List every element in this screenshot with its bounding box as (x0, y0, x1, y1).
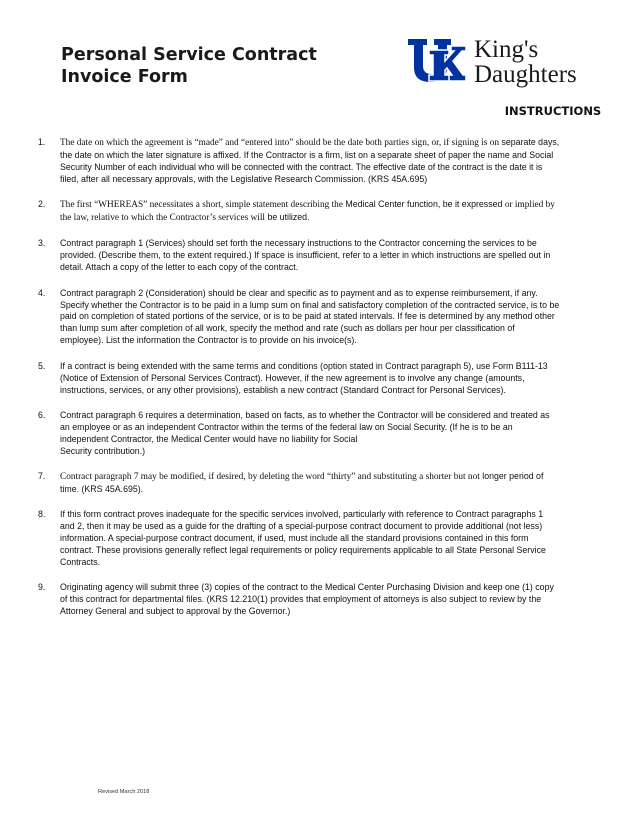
item-text: If this form contract proves inadequate for the specific services involved, particularly with reference to Contract paragraphs 1 and 2, then it may be used as a guide for the drafting of a special-purpose contract document to provide additional (not less) information. A special-purpose contract document, if used, must include all the standard provisions contained in this form contract. These provisions generally reflect legal requirements or policy requirements applicable to all State Personal Service Contracts. (60, 509, 546, 567)
instruction-item-8 (38, 509, 560, 569)
item-number: 8. (38, 509, 46, 520)
item-text: Originating agency will submit three (3) copies of the contract to the Medical Center Purchasing Division and keep one (1) copy of this contract for departmental files. (KRS 12.210(1) provides that employment of attorneys is also subject to review by the Attorney General and subject to approval by the Governor.) (60, 582, 554, 617)
instruction-item-1 (38, 137, 560, 186)
uk-logo-icon (405, 36, 467, 84)
item-text-serif: The first “WHEREAS” necessitates a short, simple statement describing the (60, 200, 343, 211)
item-number: 7. (38, 471, 46, 482)
logo-text-line-1: King's (474, 36, 539, 63)
item-text: longer period of time. (KRS 45A.695). (60, 471, 544, 494)
item-number: 6. (38, 409, 46, 420)
instruction-item-9 (38, 582, 560, 618)
revision-note: Revised March 2018 (98, 789, 150, 795)
instruction-item-2 (38, 199, 560, 225)
title-line-1: Personal Service Contract (61, 45, 317, 65)
item-text: Contract paragraph 1 (Services) should set forth the necessary instructions to the Contractor concerning the services to be provided. (Describe them, to the extent required.) If space is insufficient, refer to a letter in which instructions are spelled out in detail. Attach a copy of the letter to each copy of the contract. (60, 238, 551, 273)
instruction-item-5 (38, 361, 560, 397)
instruction-item-4 (38, 288, 560, 348)
item-text-serif: Contract paragraph 7 may be modified, if desired, by deleting the word “thirty” and substituting a shorter but not (60, 472, 480, 483)
instructions-heading-text: INSTRUCTIONS (504, 104, 602, 118)
logo-text-line-2: Daughters (474, 61, 577, 88)
item-text-2: Security contribution.) (60, 445, 146, 456)
item-number: 5. (38, 360, 46, 371)
item-text-serif: The date on which the agreement is “made” and “entered into” should be the date both parties sign, or, if signing is on (60, 138, 500, 148)
item-number: 4. (38, 287, 46, 298)
instructions-list (38, 137, 560, 632)
instruction-item-6 (38, 410, 560, 458)
item-number: 1. (38, 137, 46, 147)
item-text-serif-2: or implied by the law, relative to which the Contractor’s services will (60, 200, 555, 224)
title-line-2: Invoice Form (61, 67, 188, 87)
kings-daughters-logo (405, 36, 600, 88)
instruction-item-3 (38, 238, 560, 274)
item-text-2: be utilized. (267, 212, 310, 223)
item-text: Contract paragraph 2 (Consideration) should be clear and specific as to payment and as to expense reimbursement, if any. Specify whether the Contractor is to be paid in a lump sum on final and satisfactory completion of the contracted service, is to be paid on completion of stated portions of the service, or is to be paid at stated intervals. If fee is determined by any method other than lump sum after completion of all work, specify the method and rate (such as dollars per hour per classification of employee). List the information the Contractor is to provide on his invoice(s). (60, 287, 560, 346)
item-text: Medical Center function, be it expressed (345, 199, 503, 210)
instructions-heading (0, 104, 604, 118)
item-number: 3. (38, 238, 46, 249)
page-title (61, 44, 317, 88)
item-number: 9. (38, 582, 46, 593)
item-text: If a contract is being extended with the same terms and conditions (option stated in Contract paragraph 5), use Form B111-13 (Notice of Extension of Personal Services Contract). However, if the new agreement is to involve any change (amounts, instructions, services, or any other provisions), establish a new contract (Standard Contract for Personal Services). (60, 360, 548, 395)
item-text: separate days, the date on which the later signature is affixed. If the Contractor is a firm, list on a separate sheet of paper the name and Social Security Number of each individual who will be connected with the contract. The effective date of the contract is the date it is filed, after all necessary approvals, with the Legislative Research Commission. (KRS 45A.695) (60, 137, 560, 184)
item-number: 2. (38, 199, 46, 210)
item-text: Contract paragraph 6 requires a determination, based on facts, as to whether the Contractor will be considered and treated as an employee or as an independent Contractor within the terms of the federal law on Social Security. (If he is to be an independent Contractor, the Medical Center would have no liability for Social (60, 409, 550, 444)
instruction-item-7 (38, 471, 560, 496)
